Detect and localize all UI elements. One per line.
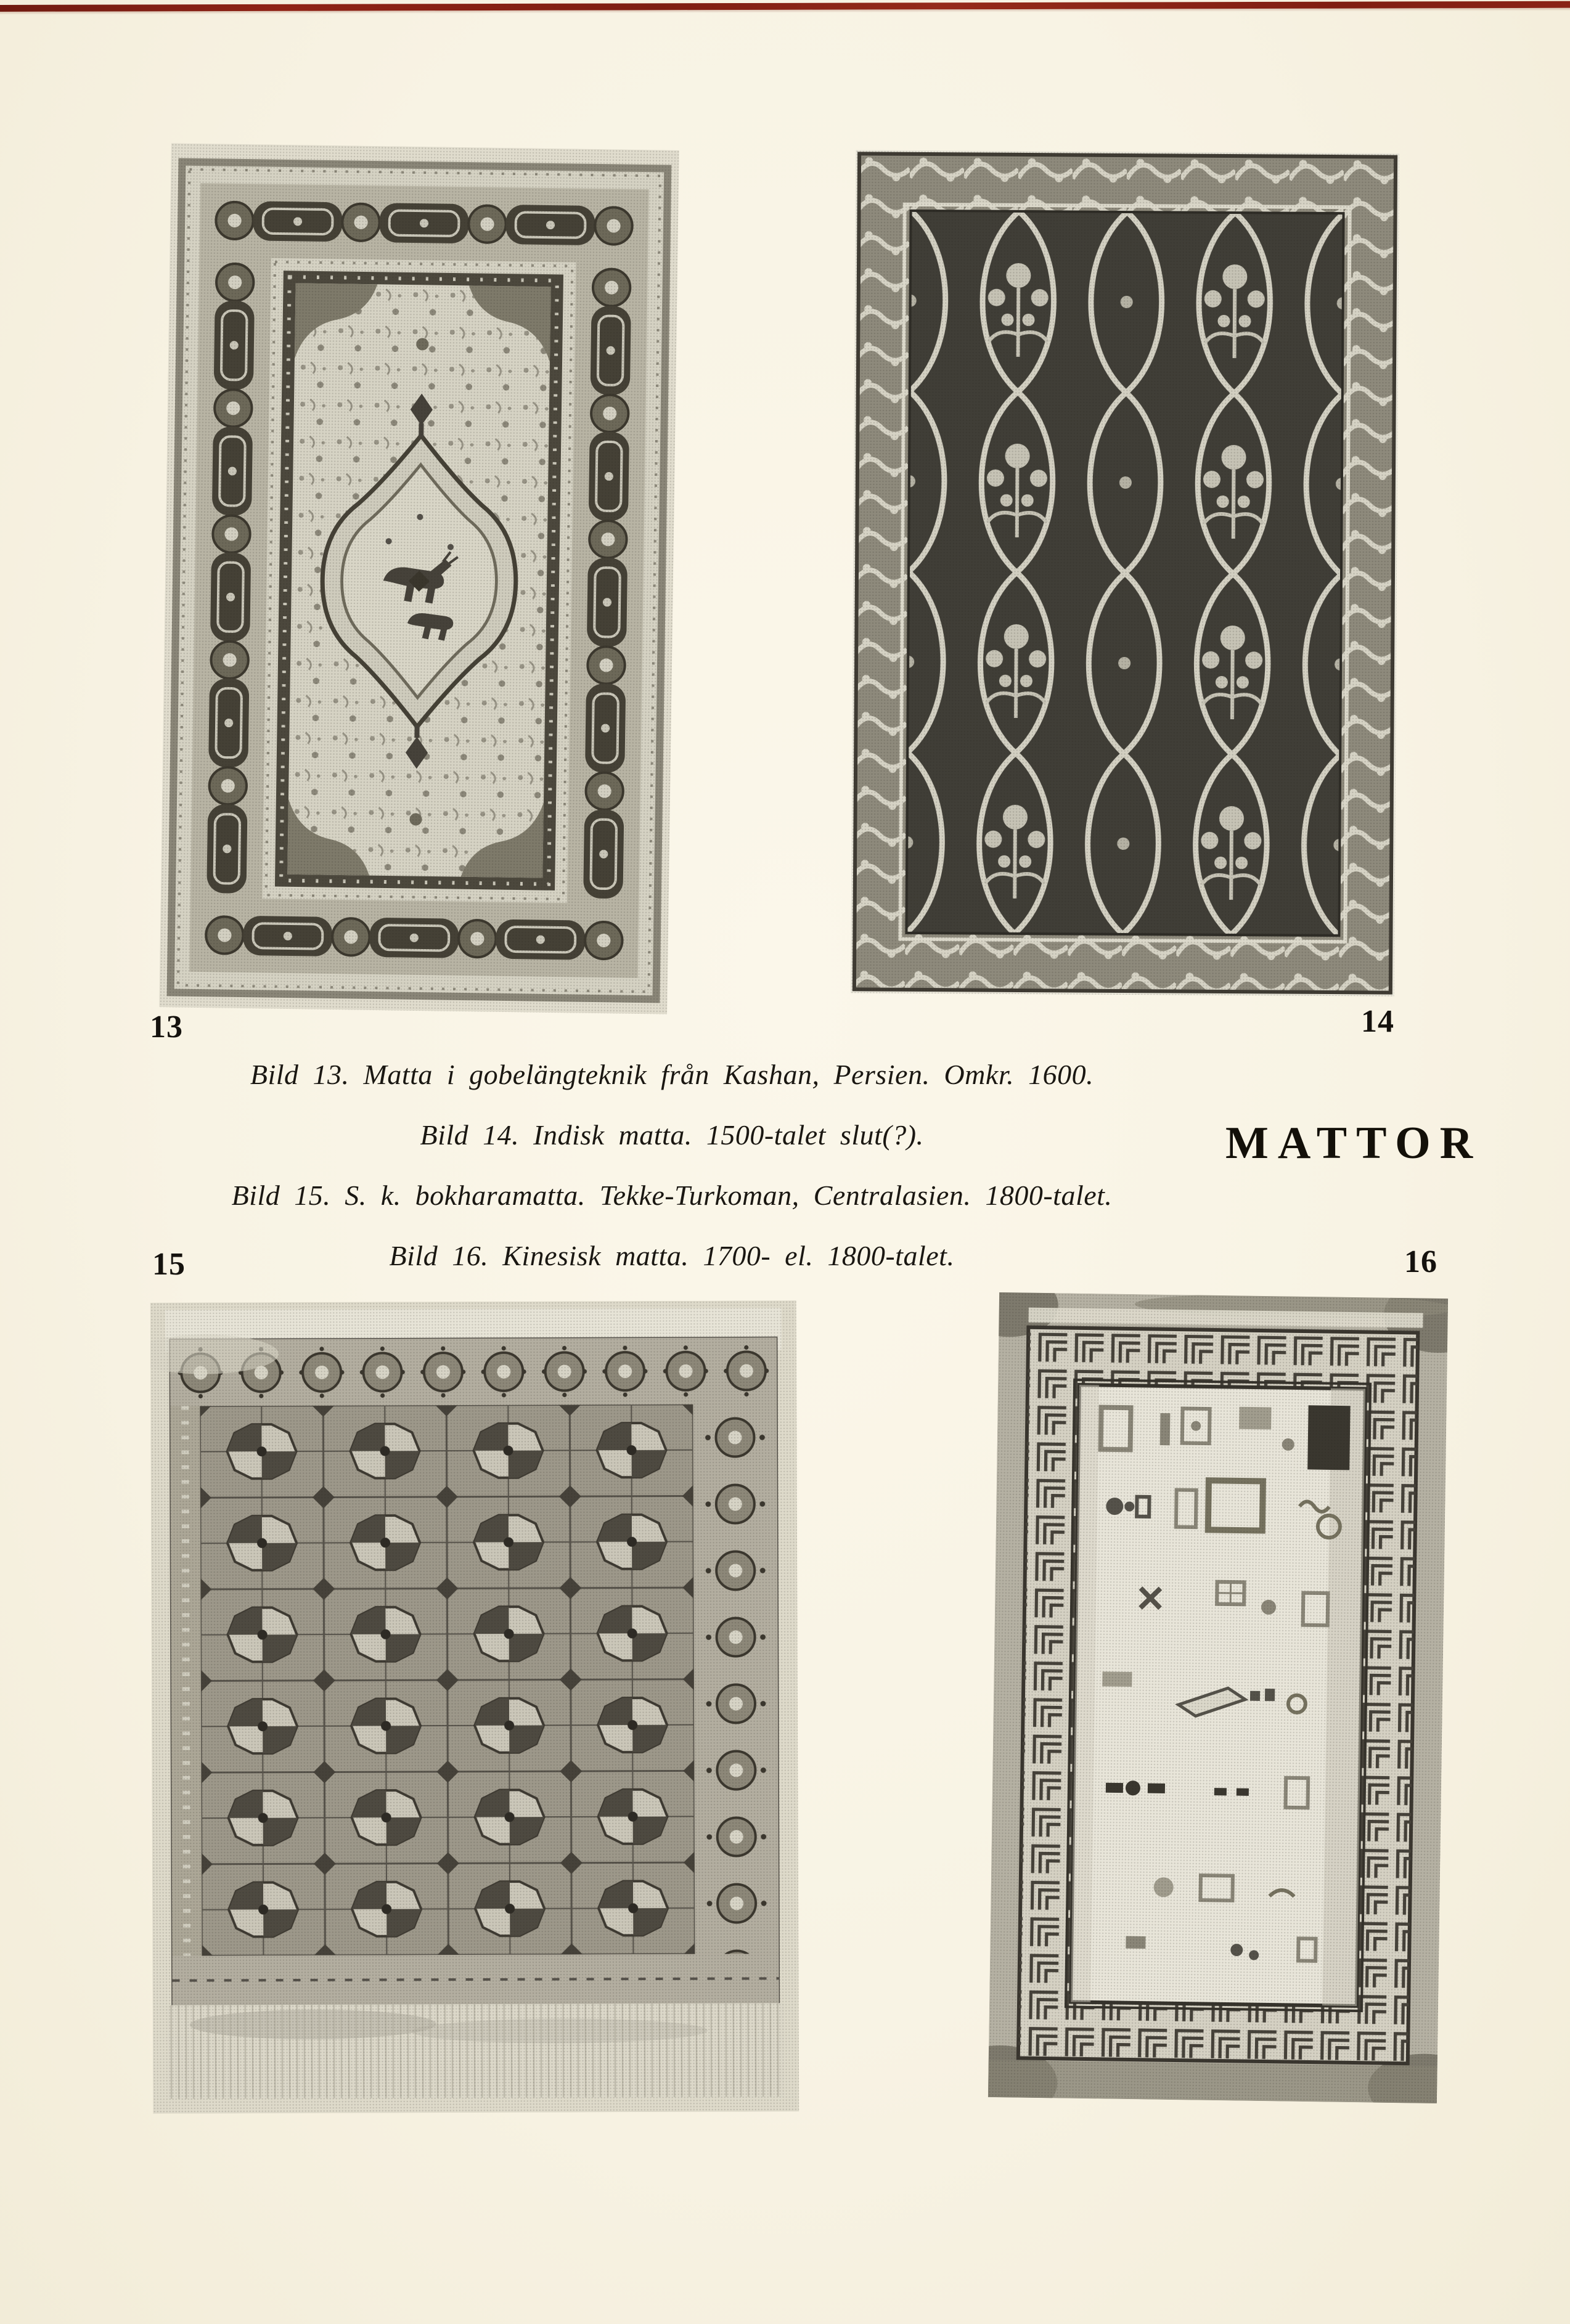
figure-13-photo — [159, 143, 679, 1014]
carpet-15-illustration — [150, 1300, 799, 2114]
caption-bild-13: Bild 13. Matta i gobelängteknik från Kashan, Persien. Omkr. 1600. — [250, 1059, 1094, 1090]
section-title: MATTOR — [1225, 1118, 1482, 1168]
carpet-13-illustration — [159, 143, 679, 1014]
caption-bild-16: Bild 16. Kinesisk matta. 1700- el. 1800-talet. — [389, 1240, 955, 1271]
figure-14-number: 14 — [1361, 1004, 1394, 1039]
figure-16-photo — [988, 1292, 1448, 2103]
carpet-16-illustration — [988, 1292, 1448, 2103]
caption-bild-14: Bild 14. Indisk matta. 1500-talet slut(?). — [420, 1119, 924, 1151]
figure-15-photo — [150, 1300, 799, 2114]
figure-15-number: 15 — [152, 1247, 186, 1282]
caption-bild-15: Bild 15. S. k. bokharamatta. Tekke-Turkoman, Centralasien. 1800-talet. — [231, 1180, 1113, 1211]
carpet-14-illustration — [851, 150, 1399, 996]
figure-13-number: 13 — [150, 1009, 183, 1045]
caption-block — [148, 1049, 1196, 1290]
figure-14-photo — [851, 150, 1399, 996]
figure-16-number: 16 — [1404, 1244, 1437, 1279]
page-top-rule — [0, 1, 1570, 12]
